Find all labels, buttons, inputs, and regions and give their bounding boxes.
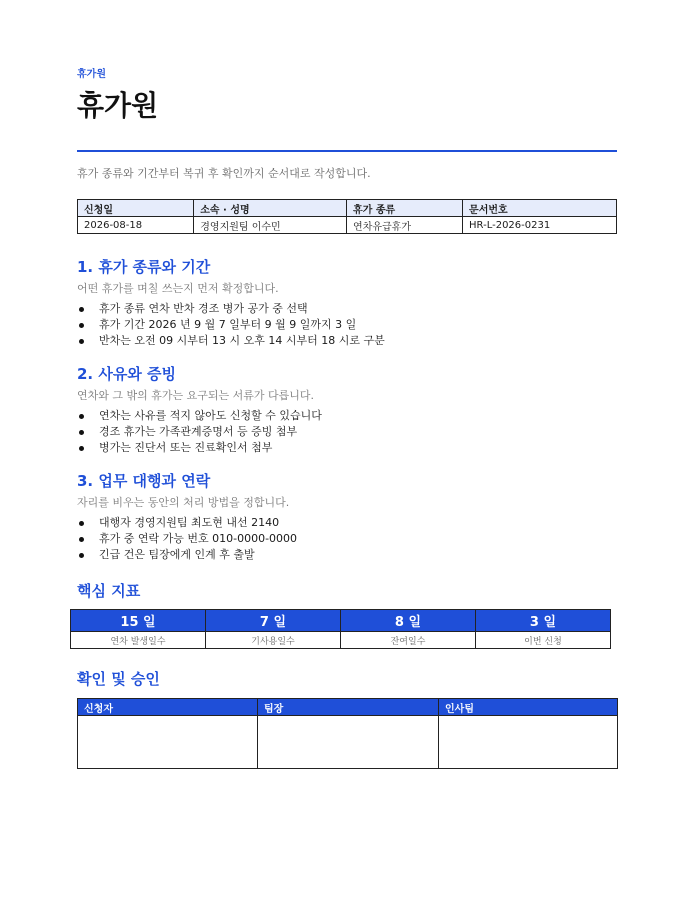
kpi-label-row <box>71 632 611 649</box>
list-item: 긴급 건은 팀장에게 인계 후 출발 <box>77 547 617 563</box>
kpi-value-this-request: 3 일 <box>476 610 611 632</box>
approval-header-applicant: 신청자 <box>78 699 258 716</box>
kpi-value-used: 7 일 <box>206 610 341 632</box>
approval-title: 확인 및 승인 <box>77 670 160 688</box>
kpi-label-annual-leave: 연차 발생일수 <box>71 632 206 649</box>
meta-value-doc-number: HR-L-2026-0231 <box>463 217 617 234</box>
section-desc: 자리를 비우는 동안의 처리 방법을 정합니다. <box>77 496 290 509</box>
signature-box-applicant[interactable] <box>78 716 258 769</box>
page-title: 휴가원 <box>77 89 159 122</box>
section-desc: 연차와 그 밖의 휴가는 요구되는 서류가 다릅니다. <box>77 389 314 402</box>
meta-value-dept-name: 경영지원팀 이수민 <box>194 217 347 234</box>
kpi-table <box>70 609 611 649</box>
meta-value-row <box>78 217 617 234</box>
list-item: 대행자 경영지원팀 최도현 내선 2140 <box>77 515 617 531</box>
list-item: 병가는 진단서 또는 진료확인서 첨부 <box>77 440 617 456</box>
section-desc: 어떤 휴가를 며칠 쓰는지 먼저 확정합니다. <box>77 282 279 295</box>
section-title: 2. 사유와 증빙 <box>77 365 177 383</box>
meta-header-dept-name: 소속 · 성명 <box>194 200 347 217</box>
list-item: 휴가 종류 연차 반차 경조 병가 공가 중 선택 <box>77 301 617 317</box>
kpi-label-remaining: 잔여일수 <box>341 632 476 649</box>
signature-box-hr[interactable] <box>439 716 618 769</box>
meta-header-row <box>78 200 617 217</box>
approval-table <box>77 698 618 769</box>
document-page <box>77 68 617 715</box>
bullet-list <box>77 301 617 349</box>
kpi-label-used: 기사용일수 <box>206 632 341 649</box>
bullet-list <box>77 408 617 456</box>
meta-header-doc-number: 문서번호 <box>463 200 617 217</box>
approval-header-hr: 인사팀 <box>439 699 618 716</box>
kpi-value-remaining: 8 일 <box>341 610 476 632</box>
list-item: 연차는 사유를 적지 않아도 신청할 수 있습니다 <box>77 408 617 424</box>
bullet-list <box>77 515 617 563</box>
list-item: 휴가 기간 2026 년 9 월 7 일부터 9 월 9 일까지 3 일 <box>77 317 617 333</box>
title-divider <box>77 150 617 152</box>
kpi-title: 핵심 지표 <box>77 582 141 600</box>
kpi-label-this-request: 이번 신청 <box>476 632 611 649</box>
section-leave-period <box>77 256 617 349</box>
intro-text: 휴가 종류와 기간부터 복귀 후 확인까지 순서대로 작성합니다. <box>77 167 371 180</box>
approval-header-team-lead: 팀장 <box>258 699 439 716</box>
section-title: 3. 업무 대행과 연락 <box>77 472 211 490</box>
meta-table <box>77 199 617 234</box>
list-item: 반차는 오전 09 시부터 13 시 오후 14 시부터 18 시로 구분 <box>77 333 617 349</box>
doc-kicker: 휴가원 <box>77 69 106 80</box>
meta-header-leave-type: 휴가 종류 <box>347 200 463 217</box>
section-reason-evidence <box>77 363 617 456</box>
meta-header-date: 신청일 <box>78 200 194 217</box>
approval-sign-row <box>78 716 618 769</box>
signature-box-team-lead[interactable] <box>258 716 439 769</box>
kpi-value-annual-leave: 15 일 <box>71 610 206 632</box>
list-item: 휴가 중 연락 가능 번호 010-0000-0000 <box>77 531 617 547</box>
section-title: 1. 휴가 종류와 기간 <box>77 258 211 276</box>
approval-header-row <box>78 699 618 716</box>
kpi-value-row <box>71 610 611 632</box>
meta-value-leave-type: 연차유급휴가 <box>347 217 463 234</box>
list-item: 경조 휴가는 가족관계증명서 등 증빙 첨부 <box>77 424 617 440</box>
meta-value-date: 2026-08-18 <box>78 217 194 234</box>
section-delegation-contact <box>77 470 617 563</box>
